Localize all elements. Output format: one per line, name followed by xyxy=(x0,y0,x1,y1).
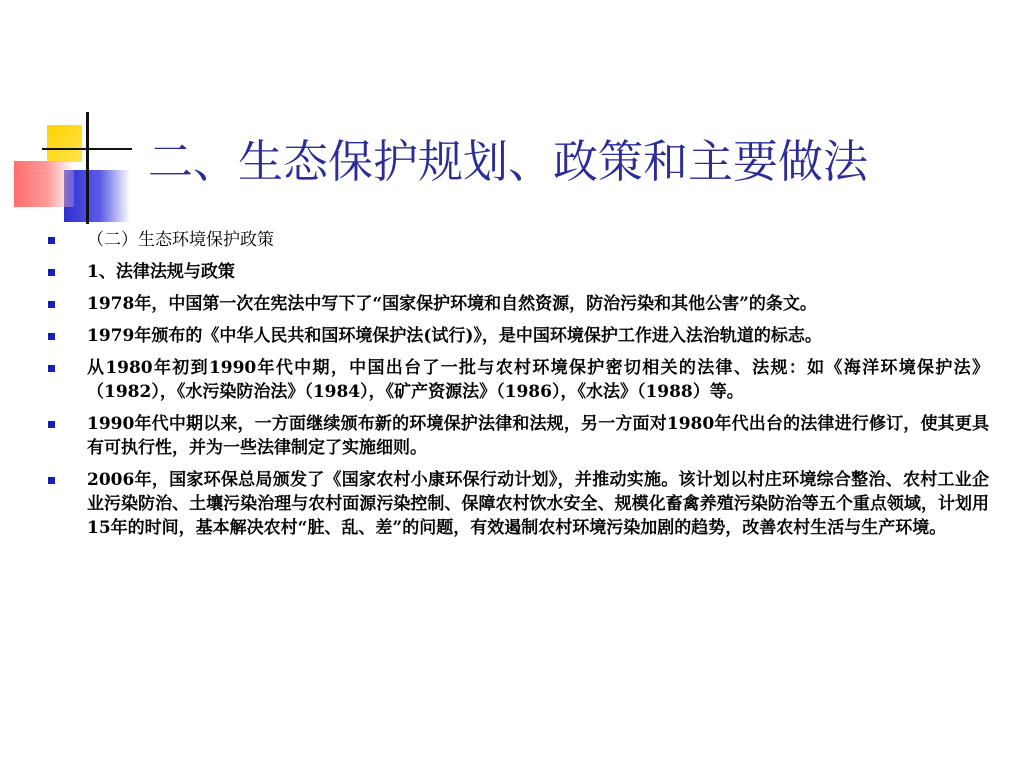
bullet-item xyxy=(44,356,989,404)
bullet-text: 1990年代中期以来，一方面继续颁布新的环境保护法律和法规，另一方面对1980年代出台的法律进行修订，使其更具有可执行性，并为一些法律制定了实施细则。 xyxy=(87,414,989,458)
square-bullet-icon xyxy=(48,269,55,276)
bullet-text: 从1980年初到1990年代中期，中国出台了一批与农村环境保护密切相关的法律、法规：如《海洋环境保护法》（1982），《水污染防治法》（1984），《矿产资源法》（1986），《水法》（1988）等。 xyxy=(87,358,989,402)
decorative-red-square xyxy=(14,161,74,207)
bullet-item xyxy=(44,292,989,316)
square-bullet-icon xyxy=(48,301,55,308)
decorative-yellow-square xyxy=(47,125,82,162)
square-bullet-icon xyxy=(48,421,55,428)
bullet-text: 2006年，国家环保总局颁发了《国家农村小康环保行动计划》，并推动实施。该计划以村庄环境综合整治、农村工业企业污染防治、土壤污染治理与农村面源污染控制、保障农村饮水安全、规模化畜禽养殖污染防治等五个重点领域，计划用15年的时间，基本解决农村“脏、乱、差”的问题，有效遏制农村环境污染加剧的趋势，改善农村生活与生产环境。 xyxy=(87,470,989,538)
bullet-item xyxy=(44,412,989,460)
bullet-item xyxy=(44,260,989,284)
square-bullet-icon xyxy=(48,365,55,372)
bullet-text: 1、法律法规与政策 xyxy=(87,262,235,282)
bullet-text: （二）生态环境保护政策 xyxy=(87,230,274,250)
bullet-item xyxy=(44,324,989,348)
square-bullet-icon xyxy=(48,477,55,484)
bullet-text: 1979年颁布的《中华人民共和国环境保护法(试行)》，是中国环境保护工作进入法治轨道的标志。 xyxy=(87,326,822,346)
slide-title: 二、生态保护规划、政策和主要做法 xyxy=(148,135,869,188)
bullet-text: 1978年，中国第一次在宪法中写下了“国家保护环境和自然资源，防治污染和其他公害”的条文。 xyxy=(87,294,817,314)
bullet-list xyxy=(44,228,989,548)
bullet-item xyxy=(44,468,989,540)
square-bullet-icon xyxy=(48,333,55,340)
square-bullet-icon xyxy=(48,237,55,244)
bullet-item xyxy=(44,228,989,252)
decorative-vertical-line xyxy=(86,112,89,224)
